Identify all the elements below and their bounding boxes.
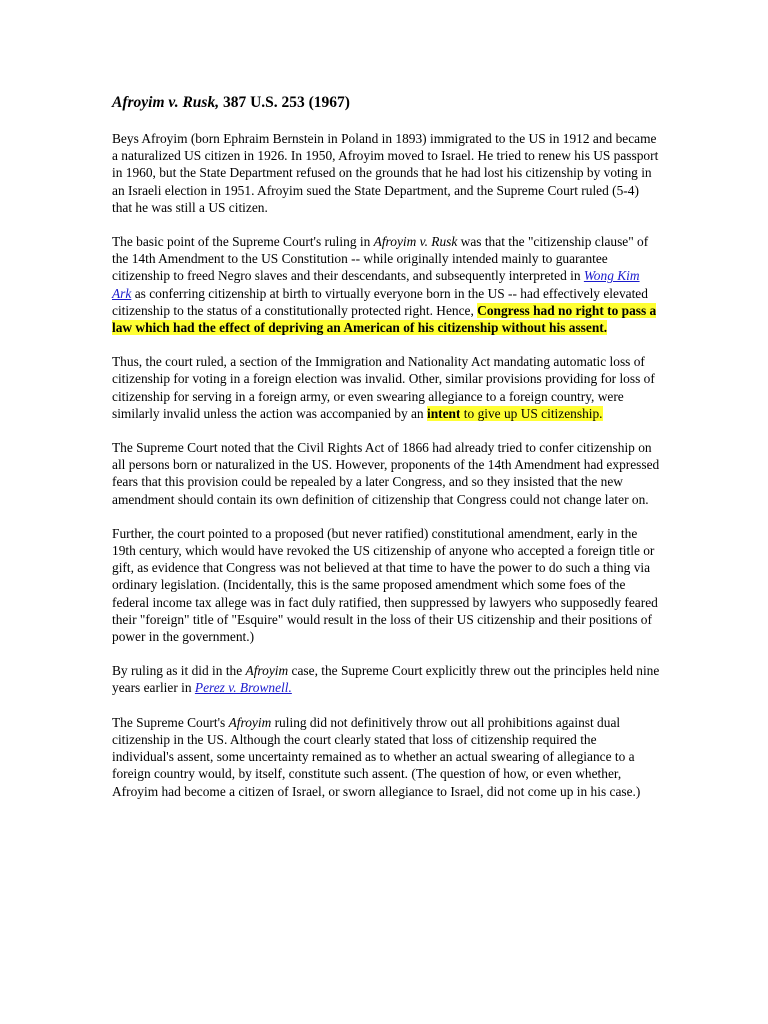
document-page xyxy=(112,93,660,817)
ruling-highlight: Congress had no right to pass a law which had the effect of depriving an American of his citizenship without his assent. xyxy=(112,302,657,336)
paragraph-ruling xyxy=(112,233,660,336)
dual-text-2: ruling did not definitively throw out all prohibitions against dual citizenship in the US. Although the court clearly stated that loss of citizenship required the individual's assent, some uncertainty remained as to whether an actual swearing of allegiance to a foreign country would, by itself, constitute such assent. (The question of how, or even whether, Afroyim had become a citizen of Israel, or sworn allegiance to Israel, did not come up in his case.) xyxy=(112,714,641,799)
perez-v-brownell-link[interactable]: Perez v. Brownell. xyxy=(194,680,292,696)
paragraph-proposed-amendment: Further, the court pointed to a proposed (but never ratified) constitutional amendment, early in the 19th century, which would have revoked the US citizenship of anyone who accepted a foreign title or gift, as evidence that Congress was not believed at that time to have the power to do such a thing via ordinary legislation. (Incidentally, this is the same proposed amendment which some foes of the federal income tax allege was in fact duly ratified, then suppressed by lawyers who supposedly feared their "foreign" title of "Esquire" would result in the loss of their US citizenship and their positions of power in the government.) xyxy=(112,525,658,645)
page-title xyxy=(112,93,660,113)
provisions-text: Thus, the court ruled, a section of the Immigration and Nationality Act mandating automatic loss of citizenship for voting in a foreign election was invalid. Other, similar provisions providing for loss of citizenship for serving in a foreign army, or even swearing allegiance to a foreign country, were similarly invalid unless the action was accompanied by an xyxy=(112,354,655,421)
dual-case-name: Afroyim xyxy=(228,714,272,730)
ruling-text-1: The basic point of the Supreme Court's ruling in xyxy=(112,234,374,250)
paragraph-perez xyxy=(112,662,660,696)
paragraph-civil-rights-act: The Supreme Court noted that the Civil Rights Act of 1866 had already tried to confer citizenship on all persons born or naturalized in the US. However, proponents of the 14th Amendment had expressed fears that this provision could be repealed by a later Congress, and so they insisted that the new amendment should contain its own definition of citizenship that Congress could not change later on. xyxy=(112,440,660,507)
perez-text-1: By ruling as it did in the xyxy=(112,663,246,679)
paragraph-invalid-provisions xyxy=(112,353,660,422)
ruling-case-name: Afroyim v. Rusk xyxy=(373,234,458,250)
title-citation: 387 U.S. 253 (1967) xyxy=(219,94,350,111)
ruling-text-2: was that the "citizenship clause" of the 14th Amendment to the US Constitution -- while originally intended mainly to guarantee citizenship to freed Negro slaves and their descendants, and subsequently interpreted in xyxy=(112,234,649,284)
paragraph-dual-citizenship xyxy=(112,714,660,800)
ruling-text-3: as conferring citizenship at birth to virtually everyone born in the US -- had effectively elevated citizenship to the status of a constitutionally protected right. Hence, xyxy=(112,285,648,318)
dual-text-1: The Supreme Court's xyxy=(112,714,229,730)
intent-highlight-rest: to give up US citizenship. xyxy=(460,405,603,421)
title-case-name: Afroyim v. Rusk, xyxy=(112,94,220,111)
paragraph-background: Beys Afroyim (born Ephraim Bernstein in Poland in 1893) immigrated to the US in 1912 and became a naturalized US citizen in 1926. In 1950, Afroyim moved to Israel. He tried to renew his US passport in 1960, but the State Department refused on the grounds that he had lost his citizenship by voting in an Israeli election in 1951. Afroyim sued the State Department, and the Supreme Court ruled (5-4) that he was still a US citizen. xyxy=(112,131,659,215)
perez-text-2: case, the Supreme Court explicitly threw out the principles held nine years earlier in xyxy=(112,663,660,696)
intent-highlight: intent xyxy=(426,405,461,421)
wong-kim-ark-link[interactable]: Wong Kim Ark xyxy=(112,268,640,301)
perez-case-name: Afroyim xyxy=(245,663,289,679)
